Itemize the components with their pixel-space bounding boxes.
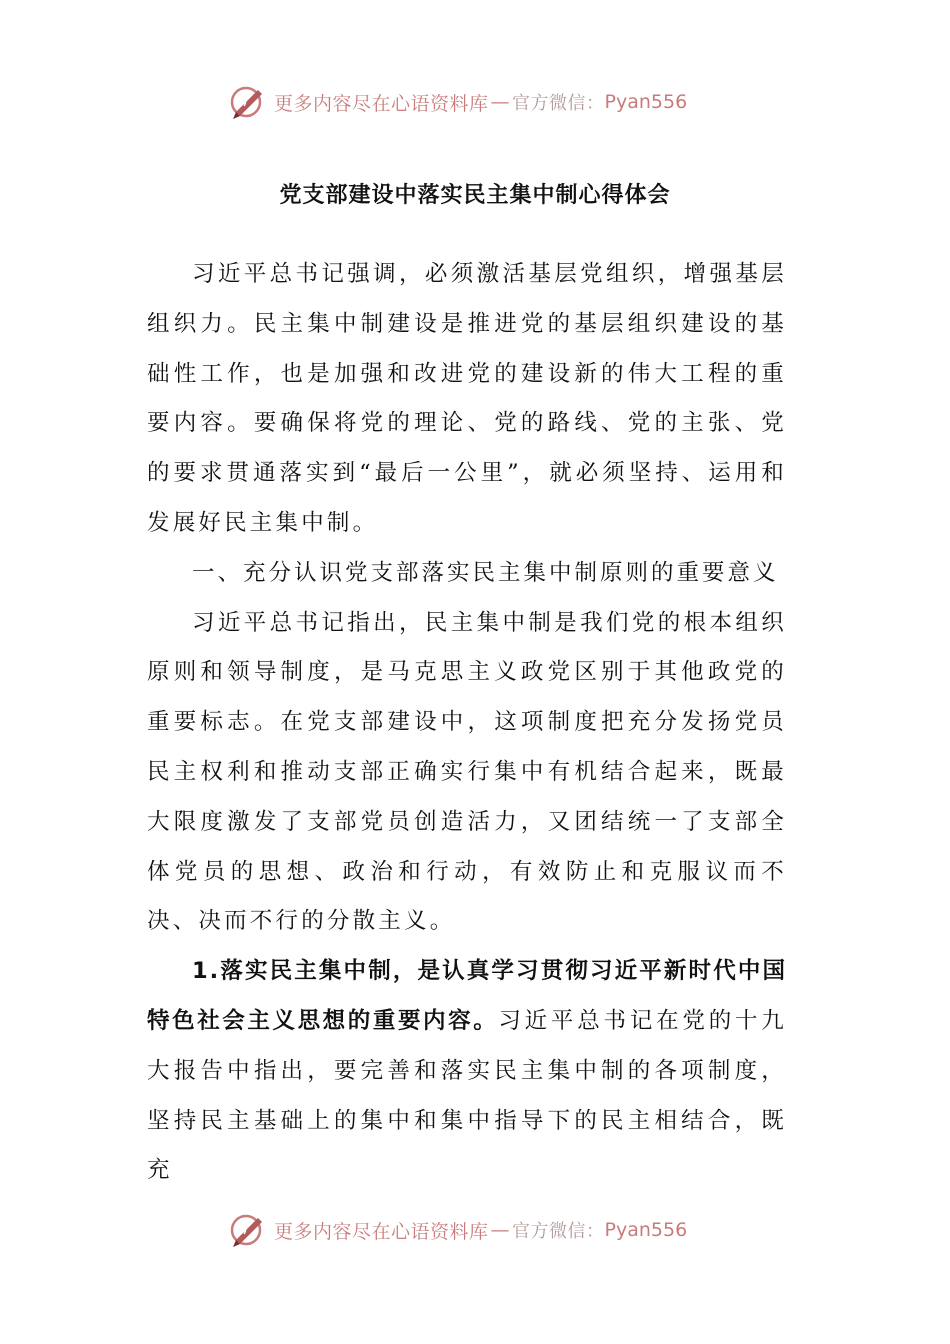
banner-text: 更多内容尽在心语资料库 <box>274 1220 489 1243</box>
banner-wechat-label: 官方微信： <box>512 93 605 114</box>
paragraph-text: 习近平总书记在党的十九大报告中指出，要完善和落实民主集中制的各项制度，坚持民主基础上的集中和集中指导下的民主相结合，既充 <box>147 1007 787 1184</box>
footer-banner <box>228 1208 748 1252</box>
banner-separator: — <box>490 91 511 113</box>
paragraph: 习近平总书记强调，必须激活基层党组织，增强基层组织力。民主集中制建设是推进党的基层组织建设的基础性工作，也是加强和改进党的建设新的伟大工程的重要内容。要确保将党的理论、党的路线、党的主张、党的要求贯通落实到“最后一公里”，就必须坚持、运用和发展好民主集中制。 <box>147 261 787 536</box>
bold-lead: 1.落实民主集中制，是认真学习贯彻习近平新时代中国特色社会主义思想的重要内容。 <box>147 958 787 1034</box>
header-banner <box>228 80 748 124</box>
banner-wechat-id: Pyan556 <box>604 1219 688 1241</box>
document-body <box>147 250 787 1196</box>
banner-wechat-label: 官方微信： <box>512 1221 605 1242</box>
pen-logo-icon <box>228 82 268 122</box>
section-heading: 一、充分认识党支部落实民主集中制原则的重要意义 <box>192 559 779 586</box>
banner-text: 更多内容尽在心语资料库 <box>274 92 489 115</box>
banner-separator: — <box>490 1219 511 1241</box>
pen-logo-icon <box>228 1210 268 1250</box>
banner-wechat-id: Pyan556 <box>604 91 688 113</box>
paragraph <box>147 947 787 1196</box>
paragraph: 习近平总书记指出，民主集中制是我们党的根本组织原则和领导制度，是马克思主义政党区别于其他政党的重要标志。在党支部建设中，这项制度把充分发扬党员民主权利和推动支部正确实行集中有机结合起来，既最大限度激发了支部党员创造活力，又团结统一了支部全体党员的思想、政治和行动，有效防止和克服议而不决、决而不行的分散主义。 <box>147 609 787 935</box>
document-title: 党支部建设中落实民主集中制心得体会 <box>279 183 671 208</box>
